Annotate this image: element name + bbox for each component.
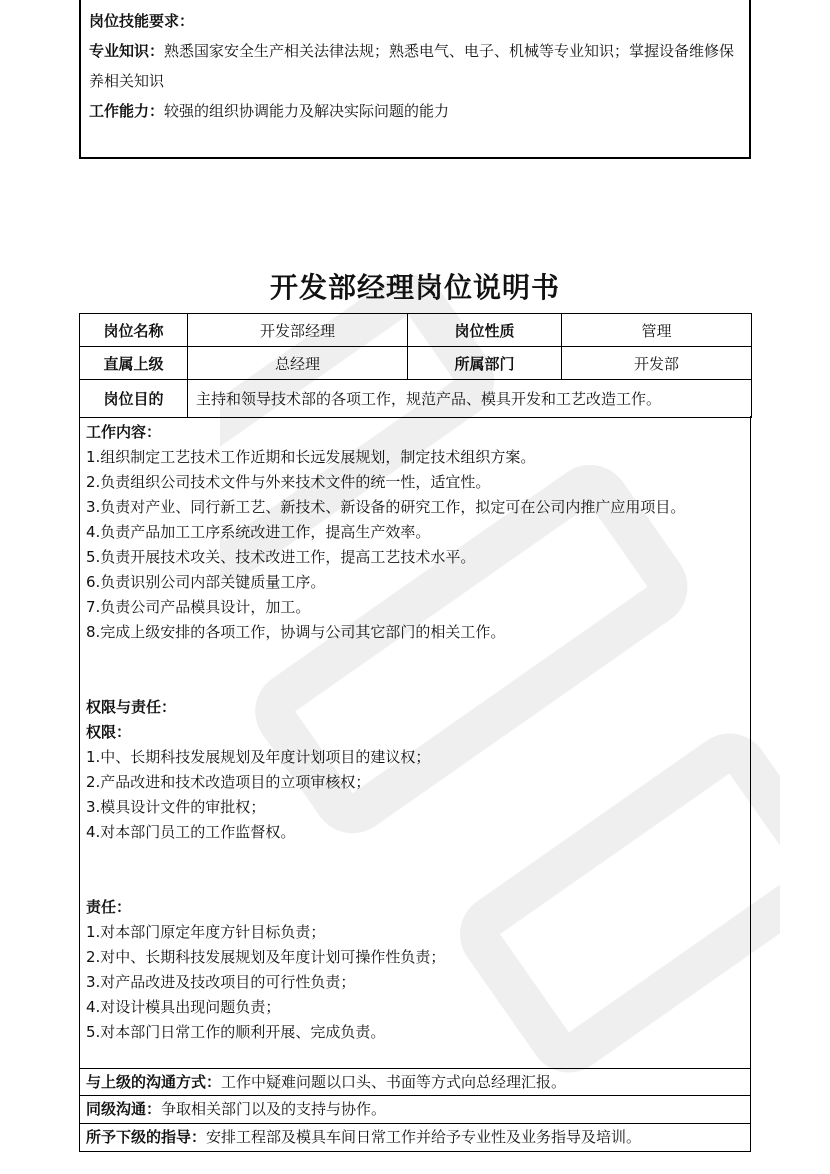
responsibility-item: 5.对本部门日常工作的顺利开展、完成负责。 — [86, 1023, 386, 1041]
work-item: 5.负责开展技术攻关、技术改进工作，提高工艺技术水平。 — [86, 548, 476, 566]
knowledge-label: 专业知识： — [89, 42, 165, 60]
document-title: 开发部经理岗位说明书 — [269, 271, 560, 304]
subordinate-guidance-row — [79, 1124, 751, 1152]
responsibility-item: 3.对产品改进及技改项目的可行性负责； — [86, 973, 356, 991]
authority-item: 3.模具设计文件的审批权； — [86, 798, 266, 816]
work-item: 6.负责识别公司内部关键质量工序。 — [86, 573, 326, 591]
department-value: 开发部 — [562, 347, 752, 380]
info-row-superior — [80, 347, 752, 380]
responsibility-heading: 责任： — [86, 898, 132, 916]
authority-heading: 权限与责任： — [86, 698, 177, 716]
department-label: 所属部门 — [408, 347, 562, 380]
work-item: 2.负责组织公司技术文件与外来技术文件的统一性，适宜性。 — [86, 473, 491, 491]
authority-item: 4.对本部门员工的工作监督权。 — [86, 823, 296, 841]
responsibility-item: 2.对中、长期科技发展规划及年度计划可操作性负责； — [86, 948, 446, 966]
ability-label: 工作能力： — [89, 102, 165, 120]
position-name-value: 开发部经理 — [188, 314, 408, 347]
authority-sub-heading: 权限： — [86, 723, 132, 741]
purpose-label: 岗位目的 — [80, 380, 188, 418]
responsibility-item: 4.对设计模具出现问题负责； — [86, 998, 281, 1016]
work-item: 3.负责对产业、同行新工艺、新技术、新设备的研究工作，拟定可在公司内推广应用项目。 — [86, 498, 686, 516]
subordinate-guidance-text: 安排工程部及模具车间日常工作并给予专业性及业务指导及培训。 — [206, 1128, 642, 1146]
peer-communication-label: 同级沟通： — [86, 1100, 162, 1118]
ability-row — [89, 96, 741, 126]
authority-item: 1.中、长期科技发展规划及年度计划项目的建议权； — [86, 748, 431, 766]
position-name-label: 岗位名称 — [80, 314, 188, 347]
position-nature-value: 管理 — [562, 314, 752, 347]
work-item: 1.组织制定工艺技术工作近期和长远发展规划，制定技术组织方案。 — [86, 448, 536, 466]
work-heading: 工作内容： — [86, 423, 162, 441]
duties-box — [79, 416, 751, 1069]
authority-item: 2.产品改进和技术改造项目的立项审核权； — [86, 773, 371, 791]
info-row-purpose — [80, 380, 752, 418]
purpose-value: 主持和领导技术部的各项工作，规范产品、模具开发和工艺改造工作。 — [188, 380, 752, 418]
work-item: 7.负责公司产品模具设计，加工。 — [86, 598, 311, 616]
position-nature-label: 岗位性质 — [408, 314, 562, 347]
ability-text: 较强的组织协调能力及解决实际问题的能力 — [164, 102, 450, 120]
peer-communication-row — [79, 1096, 751, 1124]
peer-communication-text: 争取相关部门以及的支持与协作。 — [161, 1100, 387, 1118]
work-item: 4.负责产品加工工序系统改进工作，提高生产效率。 — [86, 523, 431, 541]
position-info-table — [79, 313, 752, 418]
spacer — [86, 845, 744, 895]
superior-communication-text: 工作中疑难问题以口头、书面等方式向总经理汇报。 — [221, 1073, 567, 1091]
superior-communication-label: 与上级的沟通方式： — [86, 1073, 222, 1091]
spacer — [86, 645, 744, 695]
skill-requirements-box — [79, 0, 751, 159]
subordinate-guidance-label: 所予下级的指导： — [86, 1128, 207, 1146]
responsibility-item: 1.对本部门原定年度方针目标负责； — [86, 923, 326, 941]
superior-value: 总经理 — [188, 347, 408, 380]
superior-communication-row — [79, 1068, 751, 1096]
skills-heading: 岗位技能要求： — [89, 12, 195, 30]
knowledge-row — [89, 36, 741, 96]
info-row-name — [80, 314, 752, 347]
knowledge-text: 熟悉国家安全生产相关法律法规；熟悉电气、电子、机械等专业知识；掌握设备维修保养相关知识 — [89, 42, 735, 90]
work-item: 8.完成上级安排的各项工作，协调与公司其它部门的相关工作。 — [86, 623, 506, 641]
superior-label: 直属上级 — [80, 347, 188, 380]
